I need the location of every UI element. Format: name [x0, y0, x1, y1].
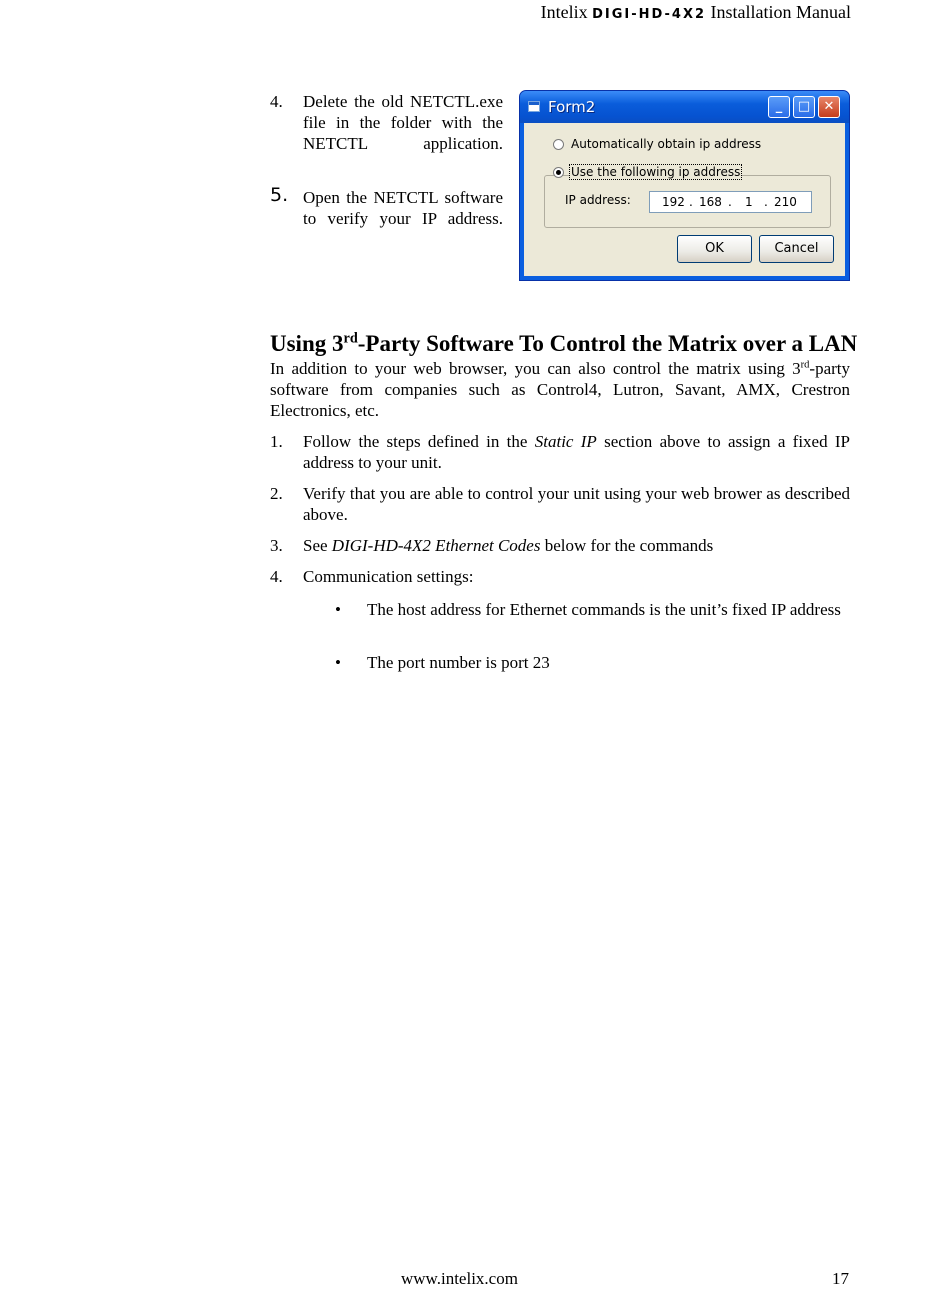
- step-text: Verify that you are able to control your unit using your web brower as described above.: [303, 484, 850, 524]
- step-number: 2.: [270, 484, 283, 503]
- step-text-pre: See: [303, 536, 332, 555]
- header-suffix: Installation Manual: [710, 2, 851, 22]
- close-icon[interactable]: ✕: [818, 96, 840, 118]
- page-number: 17: [832, 1269, 849, 1288]
- intro-post: -party software from companies such as Control4, Lutron, Savant, AMX, Crestron Electronics, etc.: [270, 359, 850, 420]
- section-title: [270, 331, 857, 357]
- ip-octet[interactable]: 192: [662, 195, 685, 209]
- step-text: Communication settings:: [303, 567, 474, 586]
- step-number: 1.: [270, 432, 283, 451]
- step-text-post: below for the commands: [540, 536, 714, 555]
- ip-dot: .: [728, 195, 732, 209]
- ok-button[interactable]: OK: [677, 235, 752, 263]
- bullet-text: The port number is port 23: [367, 653, 550, 672]
- intro-pre: In addition to your web browser, you can also control the matrix using 3: [270, 359, 801, 378]
- radio-manual-ip-text: Use the following ip address: [571, 165, 741, 179]
- ip-octet[interactable]: 168: [699, 195, 722, 209]
- static-ip-reference: Static IP: [534, 432, 597, 451]
- dialog-title: Form2: [548, 98, 596, 116]
- step-text: [303, 431, 850, 473]
- intro-sup: rd: [800, 359, 810, 371]
- section-intro: [270, 358, 850, 421]
- maximize-icon[interactable]: □: [793, 96, 815, 118]
- step-text-post: section above to assign a fixed IP address to your unit.: [303, 432, 851, 472]
- ethernet-codes-reference: DIGI-HD-4X2 Ethernet Codes: [331, 536, 541, 555]
- ip-dot: .: [764, 195, 768, 209]
- radio-manual-ip[interactable]: [553, 167, 564, 178]
- page-header: [541, 2, 851, 23]
- step-text: [303, 535, 850, 556]
- footer-url: www.intelix.com: [401, 1269, 518, 1288]
- ip-address-label: IP address:: [565, 193, 631, 207]
- radio-manual-ip-label[interactable]: [569, 165, 742, 179]
- dialog-client-area: [524, 123, 845, 276]
- section-title-pre: Using 3: [270, 331, 344, 356]
- step-number: 4.: [270, 567, 283, 586]
- step-text-pre: Follow the steps defined in the: [303, 432, 535, 451]
- cancel-button[interactable]: Cancel: [759, 235, 834, 263]
- minimize-icon[interactable]: _: [768, 96, 790, 118]
- section-title-post: -Party Software To Control the Matrix over a LAN: [357, 331, 858, 356]
- ip-dot: .: [689, 195, 693, 209]
- dialog-titlebar[interactable]: [520, 91, 849, 123]
- step-number: 5.: [270, 184, 289, 206]
- radio-auto-ip-label[interactable]: Automatically obtain ip address: [571, 137, 762, 151]
- bullet-text: The host address for Ethernet commands is the unit’s fixed IP address: [367, 600, 841, 619]
- ip-address-field[interactable]: [649, 191, 812, 213]
- step-number: 4.: [270, 92, 283, 111]
- bullet-icon: •: [335, 600, 341, 619]
- form2-dialog: [519, 90, 850, 281]
- header-brand: Intelix: [540, 2, 588, 22]
- ip-octet[interactable]: 210: [774, 195, 797, 209]
- bullet-icon: •: [335, 653, 341, 672]
- ip-octet[interactable]: 1: [745, 195, 753, 209]
- radio-auto-ip[interactable]: [553, 139, 564, 150]
- step-text: Open the NETCTL software to verify your IP address.: [303, 188, 503, 228]
- step-number: 3.: [270, 536, 283, 555]
- step-text: Delete the old NETCTL.exe file in the folder with the NETCTL application.: [303, 92, 503, 153]
- section-title-sup: rd: [343, 330, 358, 347]
- header-model: DIGI-HD-4X2: [592, 7, 707, 22]
- window-icon: [528, 101, 540, 112]
